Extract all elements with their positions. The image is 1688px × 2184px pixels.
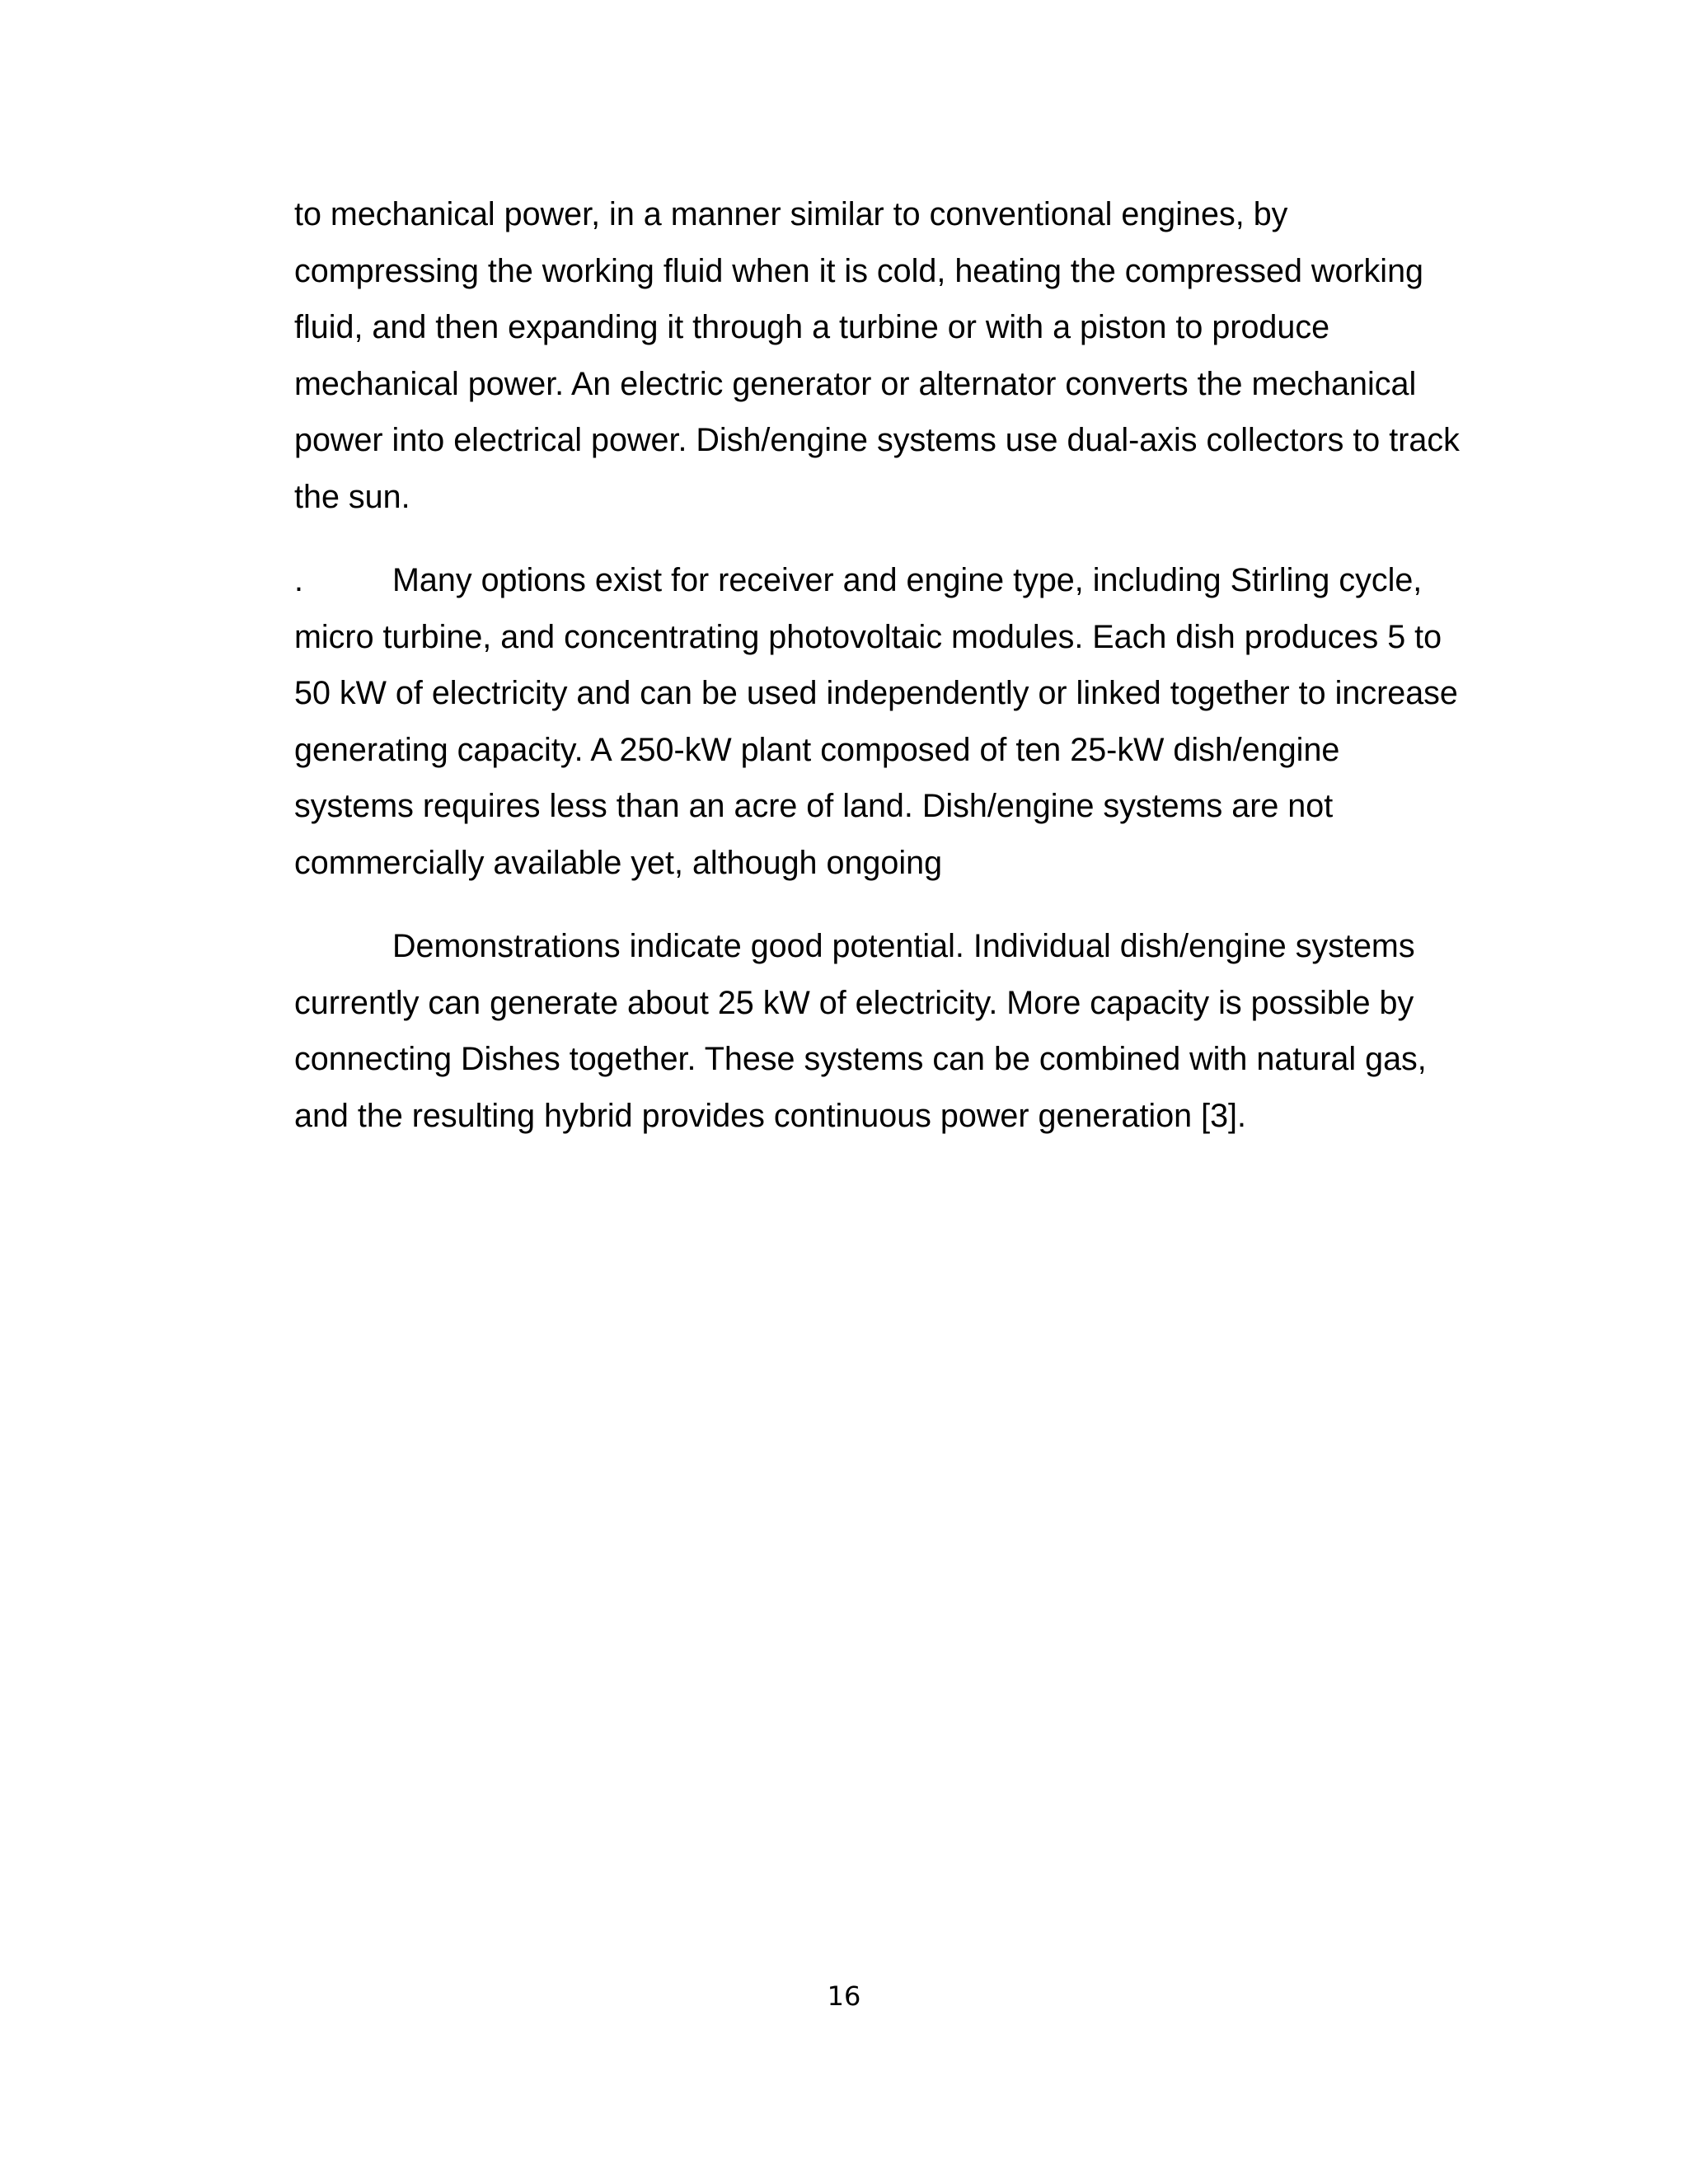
text-line: compressing the working fluid when it is cold, heating the compressed working: [294, 252, 1424, 289]
text-line: [294, 552, 1481, 609]
text-line: micro turbine, and concentrating photovoltaic modules. Each dish produces 5 to: [294, 618, 1442, 655]
text-line: fluid, and then expanding it through a turbine or with a piston to produce: [294, 309, 1330, 345]
text-line: the sun.: [294, 478, 410, 515]
page-number: 16: [827, 1980, 861, 2012]
text-line: commercially available yet, although ongoing: [294, 844, 943, 881]
paragraph-3: [294, 918, 1481, 1144]
text-line: generating capacity. A 250-kW plant composed of ten 25-kW dish/engine: [294, 731, 1340, 768]
paragraph-1: [294, 186, 1481, 525]
paragraph-spacing: [294, 891, 1481, 918]
text-line: systems requires less than an acre of land. Dish/engine systems are not: [294, 788, 1334, 824]
body-text: [294, 186, 1481, 1144]
text-line-content: Demonstrations indicate good potential. Individual dish/engine systems: [392, 928, 1415, 964]
text-line: currently can generate about 25 kW of electricity. More capacity is possible by: [294, 984, 1414, 1021]
text-line: mechanical power. An electric generator or alternator converts the mechanical: [294, 365, 1417, 402]
text-line: 50 kW of electricity and can be used independently or linked together to increase: [294, 675, 1458, 711]
text-line: [294, 918, 1481, 975]
text-line: to mechanical power, in a manner similar to conventional engines, by: [294, 196, 1288, 232]
paragraph-spacing: [294, 525, 1481, 552]
text-line: connecting Dishes together. These systems can be combined with natural gas,: [294, 1041, 1427, 1077]
paragraph-lead-mark: .: [294, 562, 303, 598]
paragraph-2: [294, 552, 1481, 891]
text-line: and the resulting hybrid provides continuous power generation [3].: [294, 1097, 1247, 1134]
text-line-content: Many options exist for receiver and engine type, including Stirling cycle,: [392, 562, 1423, 598]
text-line: power into electrical power. Dish/engine systems use dual-axis collectors to track: [294, 422, 1460, 458]
